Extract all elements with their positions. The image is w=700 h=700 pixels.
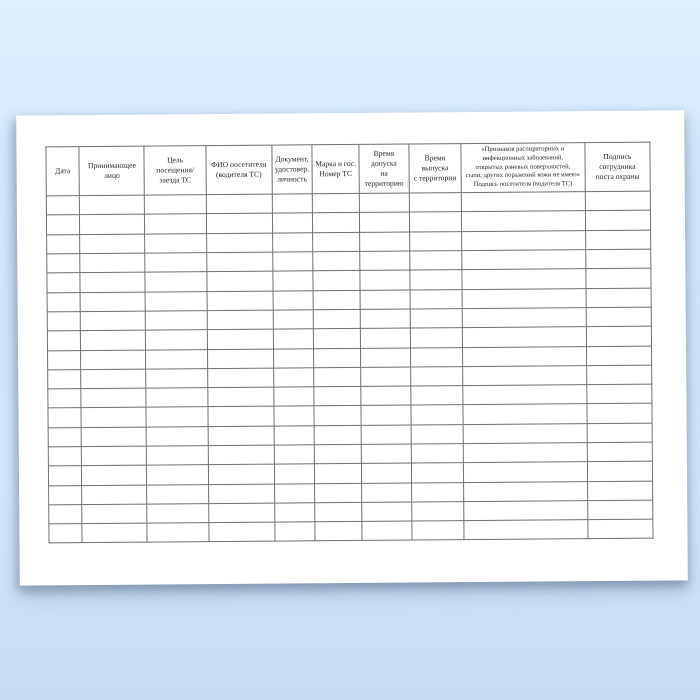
empty-cell	[48, 466, 81, 486]
empty-cell	[586, 307, 651, 327]
empty-cell	[315, 483, 362, 503]
empty-cell	[360, 348, 410, 368]
empty-cell	[207, 349, 273, 369]
empty-cell	[410, 289, 462, 309]
empty-cell	[462, 288, 586, 308]
empty-cell	[359, 193, 409, 213]
empty-cell	[208, 426, 274, 446]
empty-cell	[314, 425, 361, 445]
empty-cell	[411, 386, 463, 406]
column-header-date: Дата	[46, 147, 80, 196]
empty-cell	[361, 425, 411, 445]
empty-cell	[82, 523, 147, 543]
empty-cell	[207, 329, 273, 349]
empty-cell	[411, 366, 463, 386]
empty-cell	[145, 214, 206, 234]
empty-cell	[360, 251, 410, 271]
empty-cell	[411, 444, 463, 464]
empty-cell	[411, 405, 463, 425]
empty-cell	[46, 215, 79, 235]
empty-cell	[208, 407, 274, 427]
empty-cell	[360, 328, 410, 348]
empty-cell	[313, 232, 360, 252]
column-header-guard-signature: Подпись сотрудника поста охраны	[585, 142, 651, 192]
empty-cell	[81, 427, 146, 447]
empty-cell	[314, 348, 361, 368]
empty-cell	[586, 365, 651, 385]
empty-cell	[208, 464, 274, 484]
empty-cell	[412, 521, 464, 541]
empty-cell	[147, 446, 208, 466]
empty-cell	[411, 424, 463, 444]
empty-cell	[361, 405, 411, 425]
empty-cell	[412, 482, 464, 502]
empty-cell	[586, 346, 651, 366]
empty-cell	[49, 524, 82, 544]
column-header-vehicle-make-plate: Марка и гос. Номер ТС	[312, 144, 359, 194]
empty-cell	[461, 211, 585, 231]
empty-cell	[314, 329, 361, 349]
empty-cell	[463, 365, 587, 385]
empty-cell	[47, 254, 80, 274]
empty-cell	[463, 385, 587, 405]
empty-cell	[585, 230, 650, 250]
empty-cell	[313, 251, 360, 271]
empty-cell	[362, 502, 412, 522]
empty-cell	[81, 446, 146, 466]
empty-cell	[361, 386, 411, 406]
empty-cell	[315, 502, 362, 522]
empty-cell	[587, 404, 652, 424]
empty-cell	[207, 291, 273, 311]
empty-cell	[208, 484, 274, 504]
empty-cell	[464, 501, 588, 521]
empty-cell	[145, 272, 206, 292]
empty-cell	[206, 194, 272, 214]
empty-cell	[47, 234, 80, 254]
column-header-health-declaration-signature: «Признаков распираторных и инфекционных заболеваний, открытых раневых поверхностей, сыпи, других поражений кожи не имею» Подпись посетителя (водителя ТС)	[461, 143, 585, 193]
empty-cell	[360, 309, 410, 329]
table-body	[46, 191, 653, 543]
empty-cell	[272, 252, 313, 272]
empty-cell	[462, 269, 586, 289]
empty-cell	[586, 326, 651, 346]
empty-cell	[147, 426, 208, 446]
empty-cell	[274, 445, 315, 465]
empty-cell	[274, 522, 315, 542]
empty-cell	[82, 465, 147, 485]
empty-cell	[48, 408, 81, 428]
empty-cell	[359, 212, 409, 232]
empty-cell	[208, 445, 274, 465]
empty-cell	[586, 288, 651, 308]
empty-cell	[585, 191, 650, 211]
empty-cell	[461, 230, 585, 250]
empty-cell	[314, 367, 361, 387]
empty-cell	[463, 404, 587, 424]
empty-cell	[587, 500, 652, 520]
empty-cell	[206, 233, 272, 253]
empty-cell	[313, 194, 360, 214]
empty-cell	[463, 443, 587, 463]
empty-cell	[145, 253, 206, 273]
empty-cell	[47, 312, 80, 332]
empty-cell	[274, 503, 315, 523]
empty-cell	[81, 408, 146, 428]
empty-cell	[313, 271, 360, 291]
column-header-visitor-name: ФИО посетителя (водителя ТС)	[206, 145, 272, 195]
header-row	[46, 142, 650, 196]
empty-cell	[81, 369, 146, 389]
empty-cell	[47, 292, 80, 312]
empty-cell	[462, 346, 586, 366]
empty-cell	[208, 387, 274, 407]
empty-cell	[146, 311, 207, 331]
empty-cell	[146, 407, 207, 427]
empty-cell	[207, 368, 273, 388]
empty-cell	[462, 327, 586, 347]
empty-cell	[362, 521, 412, 541]
empty-cell	[361, 483, 411, 503]
empty-cell	[360, 367, 410, 387]
empty-cell	[80, 292, 145, 312]
empty-cell	[587, 442, 652, 462]
empty-cell	[82, 485, 147, 505]
empty-cell	[47, 331, 80, 351]
empty-cell	[46, 196, 79, 216]
empty-cell	[273, 310, 314, 330]
empty-cell	[273, 348, 314, 368]
empty-cell	[315, 464, 362, 484]
column-header-exit-time: Время выпуска с территории	[409, 144, 461, 194]
empty-cell	[410, 231, 462, 251]
empty-cell	[273, 387, 314, 407]
empty-cell	[82, 504, 147, 524]
empty-cell	[360, 270, 410, 290]
empty-cell	[145, 195, 206, 215]
table-row	[49, 519, 653, 543]
empty-cell	[80, 253, 145, 273]
empty-cell	[361, 444, 411, 464]
empty-cell	[463, 423, 587, 443]
empty-cell	[209, 522, 275, 542]
empty-cell	[410, 309, 462, 329]
empty-cell	[49, 505, 82, 525]
empty-cell	[48, 350, 81, 370]
empty-cell	[147, 504, 208, 524]
empty-cell	[272, 213, 313, 233]
empty-cell	[207, 271, 273, 291]
empty-cell	[80, 311, 145, 331]
empty-cell	[461, 192, 585, 212]
empty-cell	[206, 214, 272, 234]
empty-cell	[48, 447, 81, 467]
empty-cell	[146, 368, 207, 388]
empty-cell	[360, 290, 410, 310]
empty-cell	[315, 522, 362, 542]
empty-cell	[313, 290, 360, 310]
empty-cell	[47, 273, 80, 293]
empty-cell	[464, 520, 588, 540]
empty-cell	[412, 502, 464, 522]
empty-cell	[274, 426, 315, 446]
empty-cell	[145, 233, 206, 253]
column-header-entry-time: Время допуска на территорию	[359, 144, 410, 194]
empty-cell	[147, 523, 208, 543]
empty-cell	[409, 193, 461, 213]
empty-cell	[315, 444, 362, 464]
empty-cell	[208, 503, 274, 523]
empty-cell	[48, 369, 81, 389]
empty-cell	[147, 484, 208, 504]
empty-cell	[587, 481, 652, 501]
empty-cell	[586, 268, 651, 288]
empty-cell	[146, 349, 207, 369]
empty-cell	[462, 308, 586, 328]
empty-cell	[409, 212, 461, 232]
empty-cell	[146, 330, 207, 350]
empty-cell	[463, 462, 587, 482]
empty-cell	[49, 485, 82, 505]
empty-cell	[359, 232, 409, 252]
empty-cell	[410, 270, 462, 290]
empty-cell	[585, 211, 650, 231]
column-header-visit-purpose: Цель посещения/ заезда ТС	[144, 146, 206, 196]
empty-cell	[80, 272, 145, 292]
empty-cell	[274, 406, 315, 426]
empty-cell	[146, 388, 207, 408]
empty-cell	[273, 368, 314, 388]
column-header-host-person: Принимающее лицо	[79, 146, 145, 196]
empty-cell	[462, 250, 586, 270]
empty-cell	[273, 290, 314, 310]
empty-cell	[274, 464, 315, 484]
empty-cell	[145, 291, 206, 311]
empty-cell	[80, 234, 145, 254]
empty-cell	[274, 483, 315, 503]
empty-cell	[314, 387, 361, 407]
empty-cell	[587, 384, 652, 404]
empty-cell	[147, 465, 208, 485]
empty-cell	[410, 251, 462, 271]
empty-cell	[410, 347, 462, 367]
empty-cell	[410, 328, 462, 348]
empty-cell	[587, 423, 652, 443]
empty-cell	[272, 233, 313, 253]
document-page	[16, 110, 688, 585]
empty-cell	[80, 215, 145, 235]
empty-cell	[585, 249, 650, 269]
empty-cell	[48, 427, 81, 447]
empty-cell	[463, 481, 587, 501]
empty-cell	[81, 350, 146, 370]
empty-cell	[313, 213, 360, 233]
empty-cell	[587, 461, 652, 481]
empty-cell	[411, 463, 463, 483]
empty-cell	[272, 271, 313, 291]
empty-cell	[588, 519, 653, 539]
empty-cell	[314, 406, 361, 426]
empty-cell	[206, 252, 272, 272]
empty-cell	[207, 310, 273, 330]
empty-cell	[81, 388, 146, 408]
empty-cell	[80, 195, 145, 215]
empty-cell	[314, 309, 361, 329]
visitor-log-table	[45, 142, 653, 544]
empty-cell	[272, 194, 313, 214]
empty-cell	[48, 389, 81, 409]
column-header-identity-document: Документ, удостовер. личность	[271, 145, 312, 194]
empty-cell	[273, 329, 314, 349]
empty-cell	[361, 463, 411, 483]
empty-cell	[81, 330, 146, 350]
